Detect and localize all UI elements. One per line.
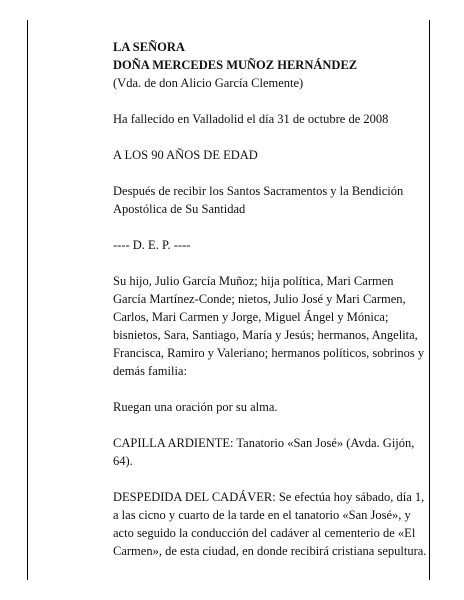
- prayer-line: Ruegan una oración por su alma.: [113, 400, 278, 414]
- death-statement: Ha fallecido en Valladolid el día 31 de octubre de 2008: [113, 112, 389, 126]
- left-border-line: [27, 20, 28, 580]
- title-line-2: DOÑA MERCEDES MUÑOZ HERNÁNDEZ: [113, 58, 358, 72]
- family-paragraph: Su hijo, Julio García Muñoz; hija política, Mari Carmen García Martínez-Conde; nietos, Julio José y Mari Carmen, Carlos, Mari Carmen y Jorge, Miguel Ángel y Mónica; bisnietos, Sara, Santiago, María y Jesús; hermanos, Angelita, Francisca, Ramiro y Valeriano; hermanos políticos, sobrinos y demás familia:: [113, 274, 425, 378]
- rip-line: ---- D. E. P. ----: [113, 238, 191, 252]
- right-border-line: [429, 20, 430, 580]
- chapel-paragraph: CAPILLA ARDIENTE: Tanatorio «San José» (Avda. Gijón, 64).: [113, 436, 415, 468]
- widow-of-line: (Vda. de don Alicio García Clemente): [113, 76, 304, 90]
- title-line-1: LA SEÑORA: [113, 40, 185, 54]
- age-line: A LOS 90 AÑOS DE EDAD: [113, 148, 258, 162]
- obituary-text: [113, 38, 427, 560]
- sacraments-paragraph: Después de recibir los Santos Sacramentos y la Bendición Apostólica de Su Santidad: [113, 184, 404, 216]
- funeral-paragraph: DESPEDIDA DEL CADÁVER: Se efectúa hoy sábado, día 1, a las cicno y cuarto de la tarde en el tanatorio «San José», y acto seguido la conducción del cadáver al cementerio de «El Carmen», de esta ciudad, en donde recibirá cristiana sepultura.: [113, 490, 427, 558]
